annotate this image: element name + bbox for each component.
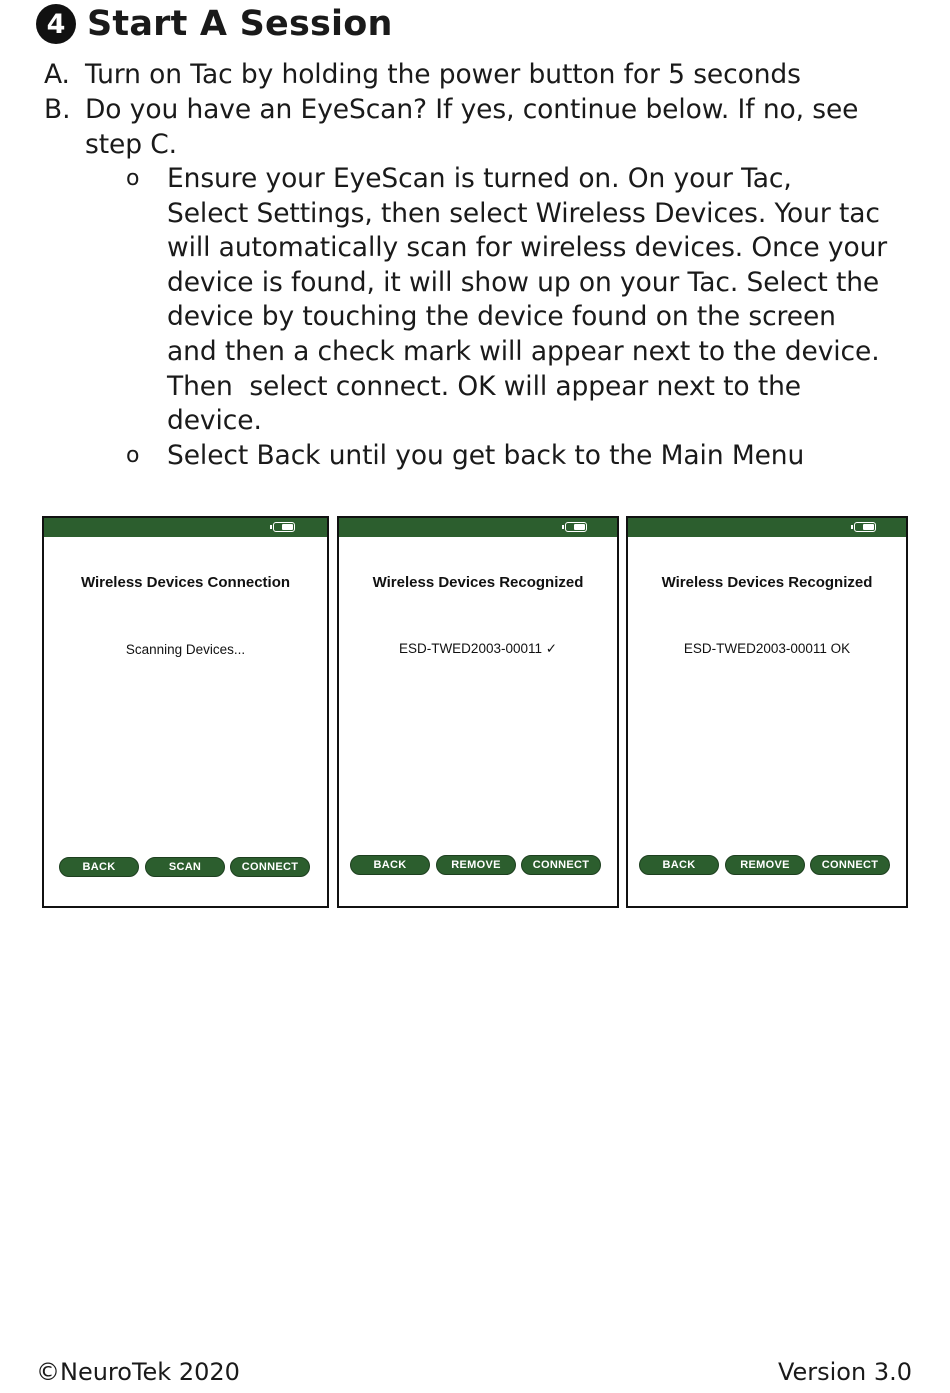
step-number-badge: 4 [36, 4, 76, 44]
bullet-text-line: Ensure your EyeScan is turned on. On your Tac, [167, 163, 792, 194]
status-bar [628, 518, 906, 537]
step-text-line: Turn on Tac by holding the power button for 5 seconds [85, 59, 801, 90]
bullet-text-line: will automatically scan for wireless devices. Once your [167, 232, 888, 264]
status-bar [339, 518, 617, 537]
back-button[interactable]: BACK [639, 855, 719, 875]
step-marker: B. [44, 94, 71, 125]
bullet-text-line: device is found, it will show up on your Tac. Select the [167, 266, 880, 298]
footer-version: Version 3.0 [777, 1358, 912, 1386]
device-entry-checked[interactable]: ESD-TWED2003-00011 ✓ [398, 641, 558, 656]
bullet-text-line: Select Settings, then select Wireless Devices. Your tac [167, 197, 880, 229]
battery-icon [854, 522, 876, 532]
connect-button[interactable]: CONNECT [230, 857, 310, 877]
bullet-marker: o [126, 166, 140, 191]
step-marker: A. [44, 59, 70, 90]
scan-button[interactable]: SCAN [145, 857, 225, 877]
status-bar [44, 518, 327, 537]
screen-title: Wireless Devices Connection [80, 574, 291, 591]
bullet-text-line: device. [167, 405, 262, 437]
connect-button[interactable]: CONNECT [521, 855, 601, 875]
remove-button[interactable]: REMOVE [725, 855, 805, 875]
back-button[interactable]: BACK [350, 855, 430, 875]
screen-status: Scanning Devices... [125, 642, 246, 657]
footer-copyright: ©NeuroTek 2020 [36, 1358, 240, 1386]
bullet-text-line: Select Back until you get back to the Main Menu [167, 440, 805, 471]
device-entry-connected[interactable]: ESD-TWED2003-00011 OK [683, 641, 851, 656]
page-title: Start A Session [87, 4, 393, 44]
connect-button[interactable]: CONNECT [810, 855, 890, 875]
screen-title: Wireless Devices Recognized [372, 574, 584, 591]
screen-title: Wireless Devices Recognized [661, 574, 873, 591]
bullet-text-line: Then select connect. OK will appear next to the [167, 370, 802, 402]
step-text-line: step C. [85, 128, 177, 160]
bullet-marker: o [126, 443, 140, 468]
section-heading [36, 2, 393, 46]
battery-icon [565, 522, 587, 532]
back-button[interactable]: BACK [59, 857, 139, 877]
battery-icon [273, 522, 295, 532]
bullet-text-line: and then a check mark will appear next to the device. [167, 336, 880, 367]
bullet-text-line: device by touching the device found on the screen [167, 301, 836, 333]
step-text-line: Do you have an EyeScan? If yes, continue below. If no, see [85, 94, 859, 125]
remove-button[interactable]: REMOVE [436, 855, 516, 875]
